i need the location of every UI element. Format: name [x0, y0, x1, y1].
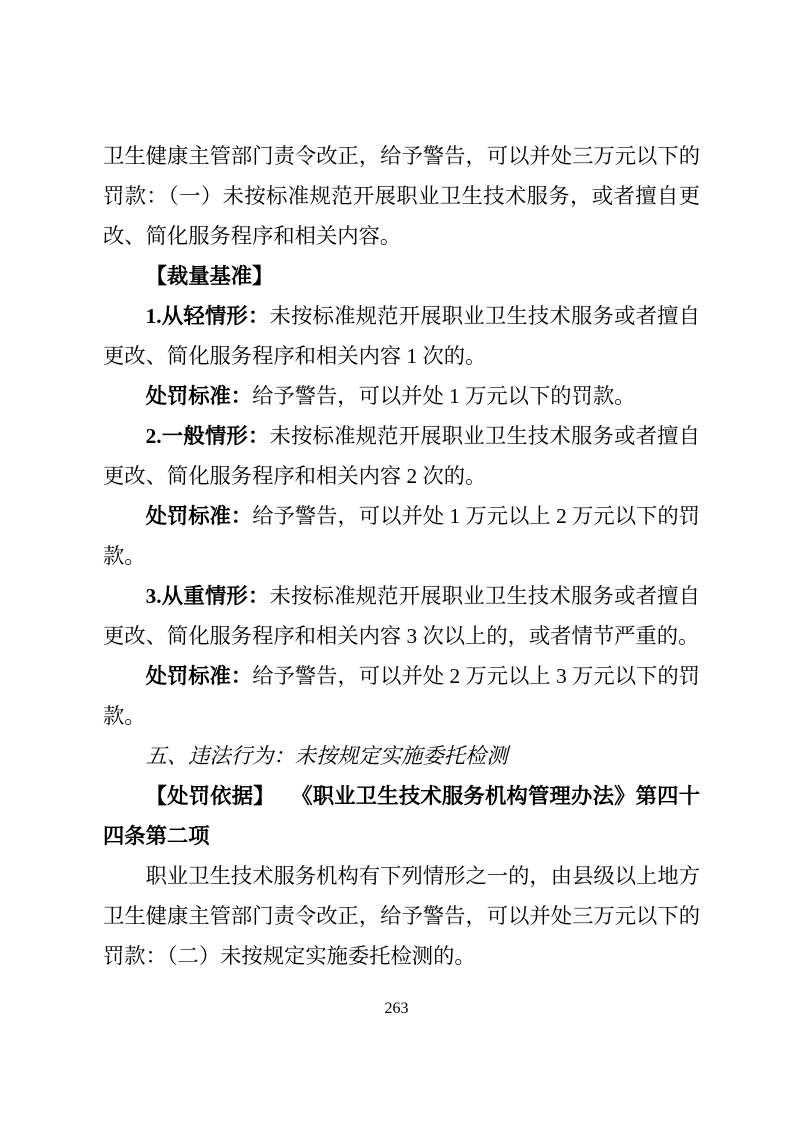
document-body — [103, 136, 700, 976]
bold-text-segment: 【处罚依据】 《职业卫生技术服务机构管理办法》第四十四条第二项 — [103, 784, 700, 848]
bold-text-segment: 处罚标准： — [145, 504, 253, 528]
body-text-segment: 给予警告，可以并处 2 万元以上 3 万元以下的罚款。 — [103, 664, 700, 728]
bold-text-segment: 【裁量基准】 — [145, 264, 274, 288]
body-text-segment: 卫生健康主管部门责令改正，给予警告，可以并处三万元以下的罚款：（一）未按标准规范开展职业卫生技术服务，或者擅自更改、简化服务程序和相关内容。 — [103, 144, 700, 248]
page-number: 263 — [384, 1000, 409, 1017]
body-text-segment: 给予警告，可以并处 1 万元以上 2 万元以下的罚款。 — [103, 504, 700, 568]
para-penalty-standard-general — [103, 496, 700, 576]
body-text-segment: 未按标准规范开展职业卫生技术服务或者擅自更改、简化服务程序和相关内容 3 次以上的，或者情节严重的。 — [103, 584, 700, 648]
body-text-segment: 五、违法行为：未按规定实施委托检测 — [145, 744, 508, 768]
body-text-segment: 职业卫生技术服务机构有下列情形之一的，由县级以上地方卫生健康主管部门责令改正，给予警告，可以并处三万元以下的罚款：（二）未按规定实施委托检测的。 — [103, 864, 700, 968]
para-violation-act-five — [103, 736, 700, 776]
heading-discretion-benchmark — [103, 256, 700, 296]
para-general-circumstance — [103, 416, 700, 496]
page-footer — [0, 998, 793, 1020]
para-fine-clause-two — [103, 856, 700, 976]
heading-penalty-basis — [103, 776, 700, 856]
para-lenient-circumstance — [103, 296, 700, 376]
bold-text-segment: 3.从重情形： — [145, 584, 270, 608]
body-text-segment: 给予警告，可以并处 1 万元以下的罚款。 — [252, 384, 636, 408]
para-penalty-standard-severe — [103, 656, 700, 736]
bold-text-segment: 2.一般情形： — [145, 424, 270, 448]
para-fine-clause-one — [103, 136, 700, 256]
bold-text-segment: 处罚标准： — [145, 384, 253, 408]
bold-text-segment: 1.从轻情形： — [145, 304, 270, 328]
body-text-segment: 未按标准规范开展职业卫生技术服务或者擅自更改、简化服务程序和相关内容 2 次的。 — [103, 424, 700, 488]
para-penalty-standard-lenient — [103, 376, 700, 416]
bold-text-segment: 处罚标准： — [145, 664, 253, 688]
body-text-segment: 未按标准规范开展职业卫生技术服务或者擅自更改、简化服务程序和相关内容 1 次的。 — [103, 304, 700, 368]
para-severe-circumstance — [103, 576, 700, 656]
